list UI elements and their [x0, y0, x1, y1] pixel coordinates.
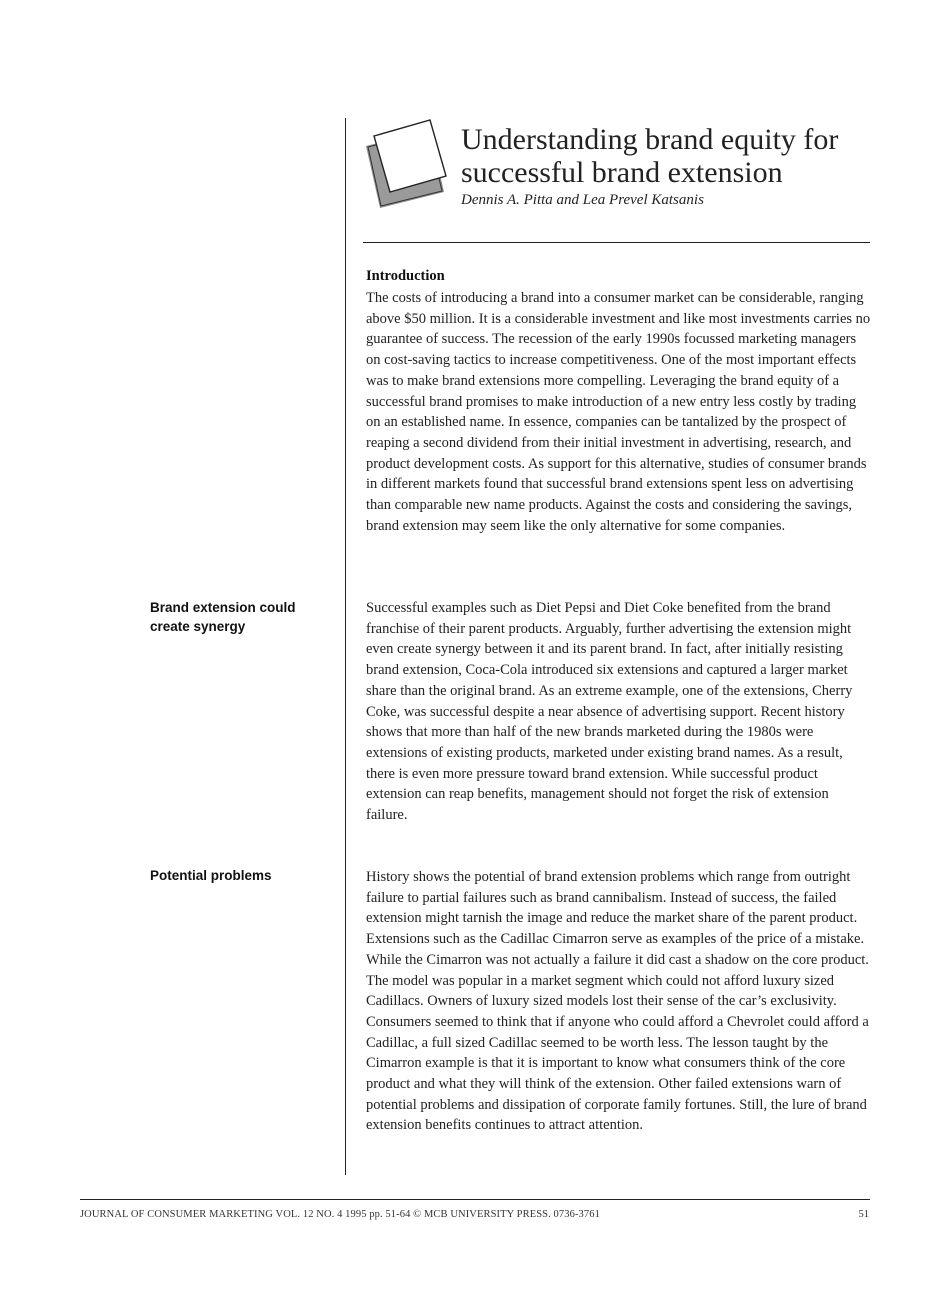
footer-rule — [80, 1199, 870, 1200]
paragraph-potential-problems: History shows the potential of brand extension problems which range from outright failure to partial failures such as brand cannibalism. Instead of success, the failed extension might tarnish the image and reduce the market share of the parent product. Extensions such as the Cadillac Cimarron serve as examples of the price of a mistake. While the Cimarron was not actually a failure it did cast a shadow on the core product. The model was popular in a market segment which could not afford luxury sized Cadillacs. Owners of luxury sized models lost their sense of the car’s exclusivity. Consumers seemed to think that if anyone who could afford a Chevrolet could afford a Cadillac, a full sized Cadillac seemed to be worth less. The lesson taught by the Cimarron example is that it is important to know what consumers think of the core product and what they will think of the extension. Other failed extensions warn of potential problems and dissipation of corporate family fortunes. Still, the lure of brand extension benefits continues to attract attention. — [366, 869, 869, 1134]
sidenote-potential-problems: Potential problems — [150, 868, 272, 883]
sidenote-synergy: Brand extension could create synergy — [150, 600, 296, 634]
article-title: Understanding brand equity for successful brand extension — [461, 123, 839, 189]
journal-logo-icon — [362, 116, 450, 208]
paragraph-synergy: Successful examples such as Diet Pepsi and Diet Coke benefited from the brand franchise of their parent products. Arguably, further advertising the extension might even create synergy between it and its parent brand. In fact, after initially resisting brand extension, Coca-Cola introduced six extensions and captured a larger market share than the original brand. As an extreme example, one of the extensions, Cherry Coke, was successful despite a near absence of advertising support. Recent history shows that more than half of the new brands marketed during the 1980s were extensions of existing products, marketed under existing brand names. As a result, there is even more pressure toward brand extension. While successful product extension can reap benefits, management should not forget the risk of extension failure. — [366, 600, 853, 824]
header-rule — [363, 242, 870, 243]
page-number: 51 — [858, 1209, 869, 1220]
column-divider — [345, 118, 346, 1175]
article-authors: Dennis A. Pitta and Lea Prevel Katsanis — [461, 192, 704, 208]
footer-citation: JOURNAL OF CONSUMER MARKETING VOL. 12 NO. 4 1995 pp. 51-64 © MCB UNIVERSITY PRESS. 0736-3761 — [80, 1209, 600, 1220]
section-heading-introduction: Introduction — [366, 268, 445, 284]
paragraph-introduction: The costs of introducing a brand into a consumer market can be considerable, ranging above $50 million. It is a considerable investment and like most investments carries no guarantee of success. The recession of the early 1990s focussed marketing managers on cost-saving tactics to increase competitiveness. One of the most important effects was to make brand extensions more compelling. Leveraging the brand equity of a successful brand promises to make introduction of a new entry less costly by trading on an established name. In essence, companies can be tantalized by the prospect of reaping a second dividend from their initial investment in advertising, research, and product development costs. As support for this alternative, studies of consumer brands in different markets found that successful brand extensions spent less on advertising than comparable new name products. Against the costs and considering the savings, brand extension may seem like the only alternative for some companies. — [366, 290, 871, 534]
